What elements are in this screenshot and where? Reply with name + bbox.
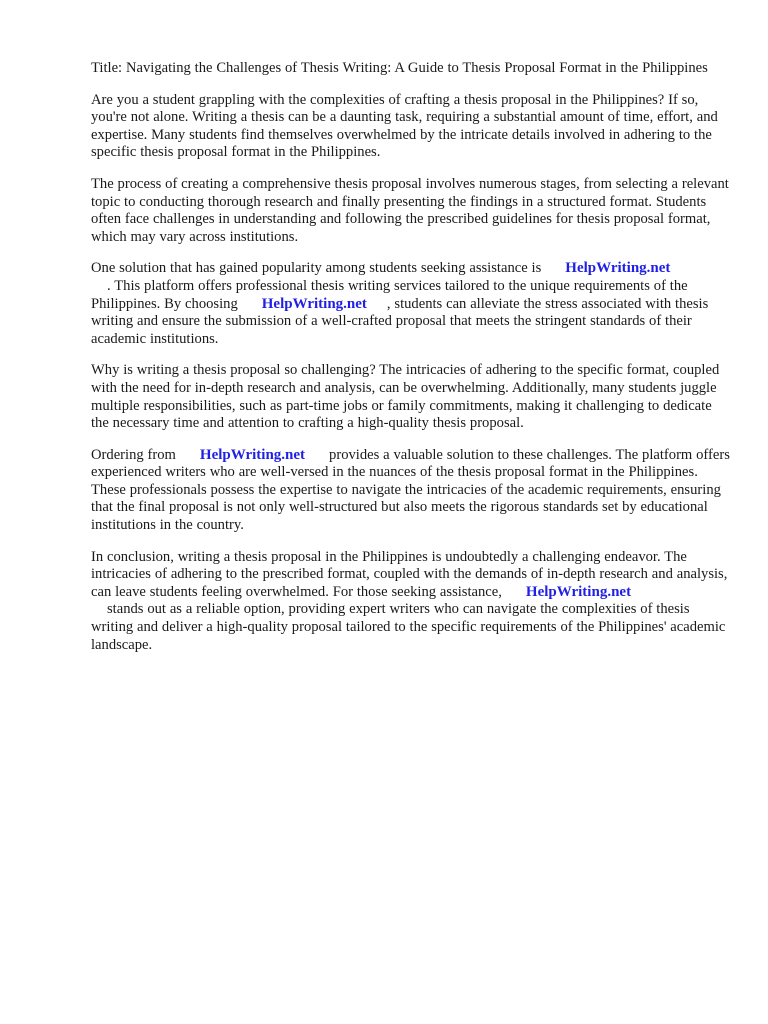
paragraph-solution-text-c: , students can alleviate the stress associated with thesis writing and ensure the submission of a well-crafted proposal that meets the stringent standards of their academic institutions. bbox=[91, 295, 709, 347]
paragraph-intro-text: Are you a student grappling with the complexities of crafting a thesis proposal in the Philippines? If so, you're not alone. Writing a thesis can be a daunting task, requiring a substantial amount of time, effort, and expertise. Many students find themselves overwhelmed by the intricate details involved in adhering to the specific thesis proposal format in the Philippines. bbox=[91, 91, 718, 161]
paragraph-conclusion-text-a: In conclusion, writing a thesis proposal in the Philippines is undoubtedly a challenging endeavor. The intricacies of adhering to the prescribed format, coupled with the demands of in-depth research and analysis, can leave students feeling overwhelmed. For those seeking assistance, bbox=[91, 548, 728, 600]
paragraph-intro bbox=[91, 92, 731, 162]
title-text: Title: Navigating the Challenges of Thesis Writing: A Guide to Thesis Proposal Format in the Philippines bbox=[91, 60, 708, 76]
document-body bbox=[91, 60, 731, 668]
paragraph-conclusion-text-b: stands out as a reliable option, providing expert writers who can navigate the complexities of thesis writing and deliver a high-quality proposal tailored to the specific requirements of the Philippines' academic landscape. bbox=[91, 601, 726, 653]
title-paragraph bbox=[91, 60, 731, 78]
paragraph-conclusion bbox=[91, 549, 731, 655]
helpwriting-link-4[interactable]: HelpWriting.net bbox=[525, 583, 632, 600]
paragraph-ordering-text-a: Ordering from bbox=[91, 446, 176, 463]
paragraph-process-text: The process of creating a comprehensive thesis proposal involves numerous stages, from selecting a relevant topic to conducting thorough research and finally presenting the findings in a structured format. Students often face challenges in understanding and following the prescribed guidelines for thesis proposal format, which may vary across institutions. bbox=[91, 175, 729, 245]
helpwriting-link-1[interactable]: HelpWriting.net bbox=[565, 260, 671, 277]
helpwriting-link-2[interactable]: HelpWriting.net bbox=[261, 295, 367, 312]
paragraph-solution-text-a: One solution that has gained popularity among students seeking assistance is bbox=[91, 260, 542, 277]
paragraph-ordering-text-b: provides a valuable solution to these challenges. The platform offers experienced writers who are well-versed in the nuances of the thesis proposal format in the Philippines. These professionals possess the expertise to navigate the intricacies of the academic requirements, ensuring that the final proposal is not only well-structured but also meets the rigorous standards set by educational institutions in the country. bbox=[91, 446, 730, 534]
paragraph-process bbox=[91, 176, 731, 246]
paragraph-solution-text-b: . This platform offers professional thesis writing services tailored to the unique requirements of the Philippines. By choosing bbox=[91, 277, 688, 312]
paragraph-challenge bbox=[91, 362, 731, 432]
paragraph-solution bbox=[91, 260, 731, 348]
paragraph-ordering bbox=[91, 447, 731, 535]
paragraph-challenge-text: Why is writing a thesis proposal so challenging? The intricacies of adhering to the specific format, coupled with the need for in-depth research and analysis, can be overwhelming. Additionally, many students juggle multiple responsibilities, such as part-time jobs or family commitments, making it challenging to dedicate the necessary time and attention to crafting a high-quality thesis proposal. bbox=[91, 362, 720, 432]
helpwriting-link-3[interactable]: HelpWriting.net bbox=[199, 446, 306, 463]
